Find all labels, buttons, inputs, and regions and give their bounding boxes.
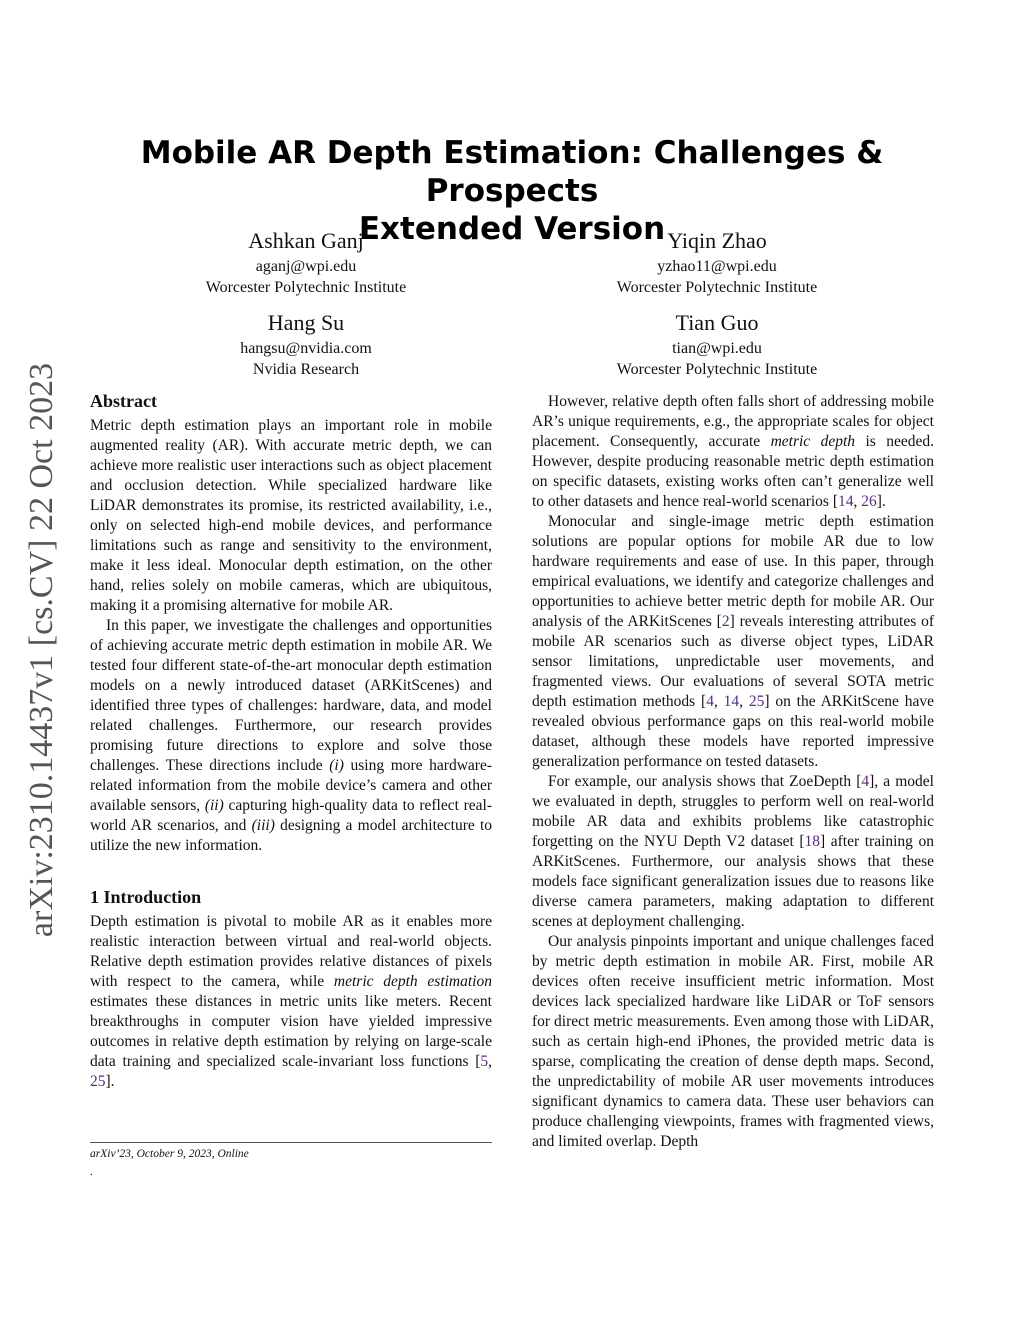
right-column [532, 392, 934, 1152]
right-paragraph-4: Our analysis pinpoints important and unique challenges faced by metric depth estimation in mobile AR. First, mobile AR devices often receive insufficient metric information. Most devices lack specialized hardware like LiDAR or ToF sensors for direct metric measurements. Even among those with LiDAR, such as certain high-end iPhones, the provided metric data is sparse, complicating the creation of dense depth maps. Second, the unpredictability of mobile AR user movements introduces significant dynamics to camera data. These user behaviors can produce challenging viewpoints, frames with fragmented views, and limited overlap. Depth [532, 933, 934, 1150]
footnote-dot: . [90, 1166, 93, 1178]
citation-link[interactable]: 25 [90, 1073, 106, 1090]
citation-link[interactable]: 14 [723, 693, 740, 710]
author-block [126, 226, 486, 298]
citation-link[interactable]: 4 [861, 773, 870, 790]
author-block [126, 308, 486, 380]
abstract-paragraph-1: Metric depth estimation plays an important role in mobile augmented reality (AR). With accurate metric depth, we can achieve more realistic user interactions such as object placement and occlusion detection. While specialized hardware like LiDAR demonstrates its promise, its restricted availability, i.e., only on selected high-end mobile devices, and performance limitations such as range and sensitivity to the environment, make it less ideal. Monocular depth estimation, on the other hand, relies solely on mobile cameras, which are ubiquitous, making it a promising alternative for mobile AR. [90, 417, 492, 614]
venue-footnote: arXiv’23, October 9, 2023, Online [90, 1148, 249, 1160]
intro-paragraph-1: Depth estimation is pivotal to mobile AR as it enables more realistic interaction between virtual and real-world objects. Relative depth estimation provides relative distances of pixels with respect to the camera, while metric depth estimation estimates these distances in metric units like meters. Recent breakthroughs in computer vision have yielded impressive outcomes in relative depth estimation by relying on large-scale data training and specialized scale-invariant loss functions [5, 25]. [90, 913, 492, 1090]
citation-link[interactable]: 4 [706, 693, 714, 710]
author-name: Tian Guo [675, 310, 759, 335]
right-paragraph-2: Monocular and single-image metric depth estimation solutions are popular options for mobile AR due to low hardware requirements and ease of use. In this paper, through empirical evaluations, we identify and categorize challenges and opportunities to achieve better metric depth for mobile AR. Our analysis of the ARKitScenes [2] reveals interesting attributes of mobile AR scenarios such as diverse object types, LiDAR sensor limitations, unpredictable user movements, and fragmented views. Our evaluations of several SOTA metric depth estimation methods [4, 14, 25] on the ARKitScene have revealed obvious performance gaps on this real-world mobile dataset, although these models have reported impressive generalization performance on tested datasets. [532, 513, 934, 770]
author-email[interactable]: hangsu@nvidia.com [240, 340, 372, 357]
right-paragraph-3: For example, our analysis shows that ZoeDepth [4], a model we evaluated in depth, struggles to perform well on real-world mobile AR data and exhibits problems like catastrophic forgetting on the NYU Depth V2 dataset [18] after training on ARKitScenes. Furthermore, our analysis shows that these models face significant generalization issues due to reasons like diverse camera parameters, making adaptation to different scenes at deployment challenging. [532, 773, 934, 930]
author-block [537, 226, 897, 298]
citation-link[interactable]: 25 [748, 693, 765, 710]
abstract-paragraph-2: In this paper, we investigate the challenges and opportunities of achieving accurate metric depth estimation in mobile AR. We tested four different state-of-the-art monocular depth estimation models on a newly introduced dataset (ARKitScenes) and identified three types of challenges: hardware, data, and model related challenges. Furthermore, our research provides promising future directions to explore and solve those challenges. These directions include (i) using more hardware-related information from the mobile device’s camera and other available sensors, (ii) capturing high-quality data to reflect real-world AR scenarios, and (iii) designing a model architecture to utilize the new information. [90, 617, 493, 854]
title-line-1: Mobile AR Depth Estimation: Challenges & Prospects [140, 135, 884, 209]
author-affiliation: Worcester Polytechnic Institute [205, 279, 407, 296]
citation-link[interactable]: 26 [861, 493, 877, 510]
author-name: Hang Su [267, 310, 345, 335]
left-column [90, 390, 492, 1092]
author-affiliation: Nvidia Research [252, 361, 360, 378]
citation-link[interactable]: 2 [721, 613, 730, 630]
title-line-2: Extended Version [358, 211, 666, 247]
author-email[interactable]: tian@wpi.edu [672, 340, 762, 357]
citation-link[interactable]: 5 [480, 1053, 489, 1070]
author-email[interactable]: yzhao11@wpi.edu [657, 258, 777, 275]
author-name: Ashkan Ganj [248, 228, 364, 253]
author-name: Yiqin Zhao [667, 228, 767, 253]
author-affiliation: Worcester Polytechnic Institute [616, 361, 818, 378]
author-affiliation: Worcester Polytechnic Institute [616, 279, 818, 296]
author-block [537, 308, 897, 380]
citation-link[interactable]: 18 [804, 833, 821, 850]
footnote-divider [90, 1142, 492, 1143]
arxiv-identifier-stamp: arXiv:2310.14437v1 [cs.CV] 22 Oct 2023 [23, 362, 60, 938]
author-email[interactable]: aganj@wpi.edu [255, 258, 357, 275]
right-paragraph-1: However, relative depth often falls short of addressing mobile AR’s unique requirements, e.g., the appropriate scales for object placement. Consequently, accurate metric depth is needed. However, despite producing reasonable metric depth estimation on specific datasets, existing works often can’t generalize well to other datasets and hence real-world scenarios [14, 26]. [532, 393, 934, 510]
citation-link[interactable]: 14 [838, 493, 854, 510]
introduction-heading: 1 Introduction [90, 887, 202, 907]
abstract-heading: Abstract [90, 391, 157, 411]
